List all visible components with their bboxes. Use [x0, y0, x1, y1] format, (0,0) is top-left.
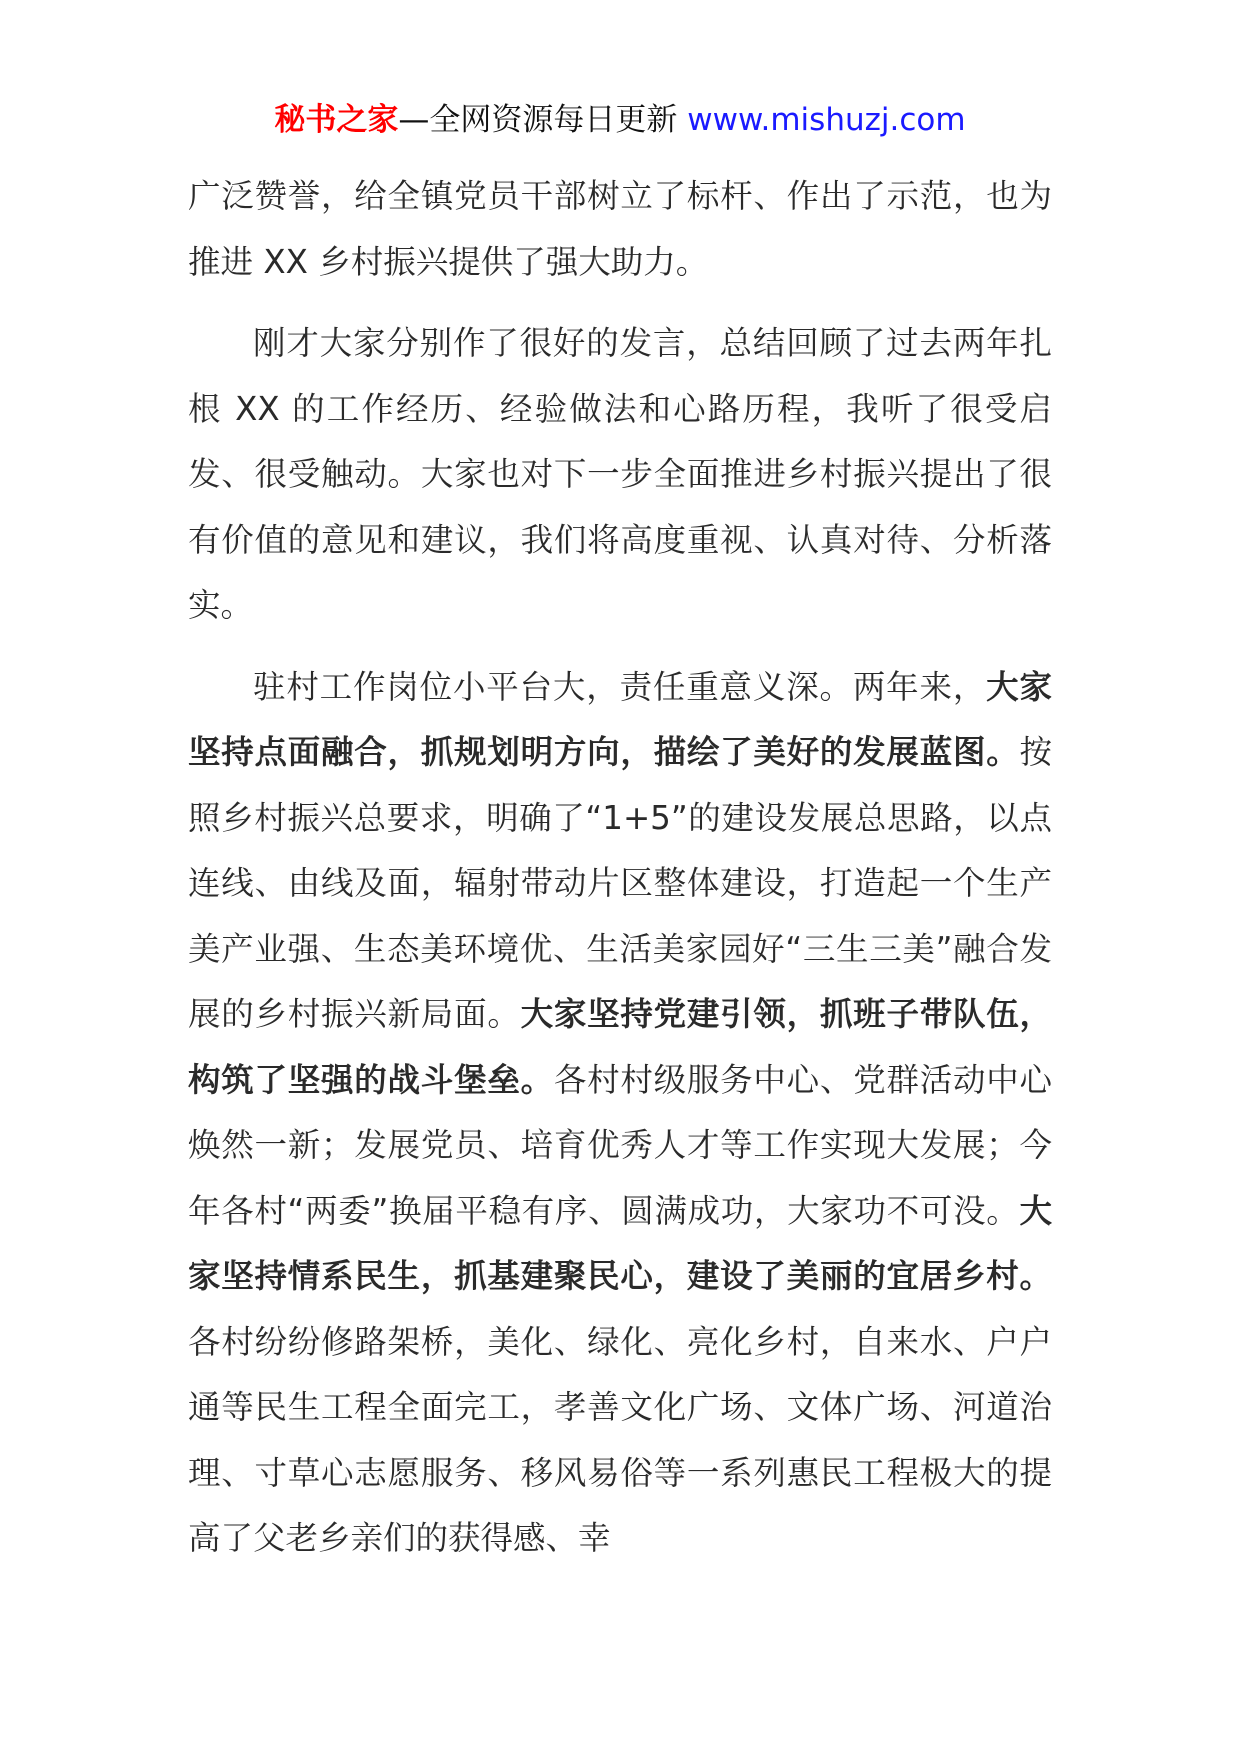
header-brand: 秘书之家 — [274, 102, 399, 138]
paragraph-2: 刚才大家分别作了很好的发言，总结回顾了过去两年扎根 XX 的工作经历、经验做法和心路历程，我听了很受启发、很受触动。大家也对下一步全面推进乡村振兴提出了很有价值的意见和建议，我们将高度重视、认真对待、分析落实。 — [188, 324, 1052, 624]
paragraph-1: 广泛赞誉，给全镇党员干部树立了标杆、作出了示范，也为推进 XX 乡村振兴提供了强大助力。 — [188, 177, 1052, 281]
paragraph-3-text-2: 按照乡村振兴总要求，明确了“1+5”的建设发展总思路，以点连线、由线及面，辐射带动片区整体建设，打造起一个生产美产业强、生态美环境优、生活美家园好“三生三美”融合发展的乡村振兴新局面。 — [188, 733, 1052, 1033]
paragraph-3-text-3: 各村村级服务中心、党群活动中心焕然一新；发展党员、培育优秀人才等工作实现大发展；今年各村“两委”换届平稳有序、圆满成功，大家功不可没。 — [188, 1060, 1052, 1230]
document-body — [188, 164, 1052, 1572]
paragraph-3 — [188, 655, 1052, 1572]
paragraph-3-text-1: 驻村工作岗位小平台大，责任重意义深。两年来， — [253, 667, 987, 706]
paragraph-3-text-4: 各村纷纷修路架桥，美化、绿化、亮化乡村，自来水、户户通等民生工程全面完工，孝善文化广场、文体广场、河道治理、寸草心志愿服务、移风易俗等一系列惠民工程极大的提高了父老乡亲们的获得感、幸 — [188, 1322, 1052, 1557]
paragraph-3-bold-1: 大家坚持点面融合，抓规划明方向，描绘了美好的发展蓝图。 — [188, 667, 1052, 771]
paragraph-3-bold-2: 大家坚持党建引领，抓班子带队伍，构筑了坚强的战斗堡垒。 — [188, 995, 1052, 1099]
page-header — [0, 98, 1240, 142]
header-url-link[interactable]: www.mishuzj.com — [687, 102, 966, 138]
paragraph-3-bold-3: 大家坚持情系民生，抓基建聚民心，建设了美丽的宜居乡村。 — [188, 1191, 1052, 1295]
header-tagline: —全网资源每日更新 — [398, 102, 688, 138]
